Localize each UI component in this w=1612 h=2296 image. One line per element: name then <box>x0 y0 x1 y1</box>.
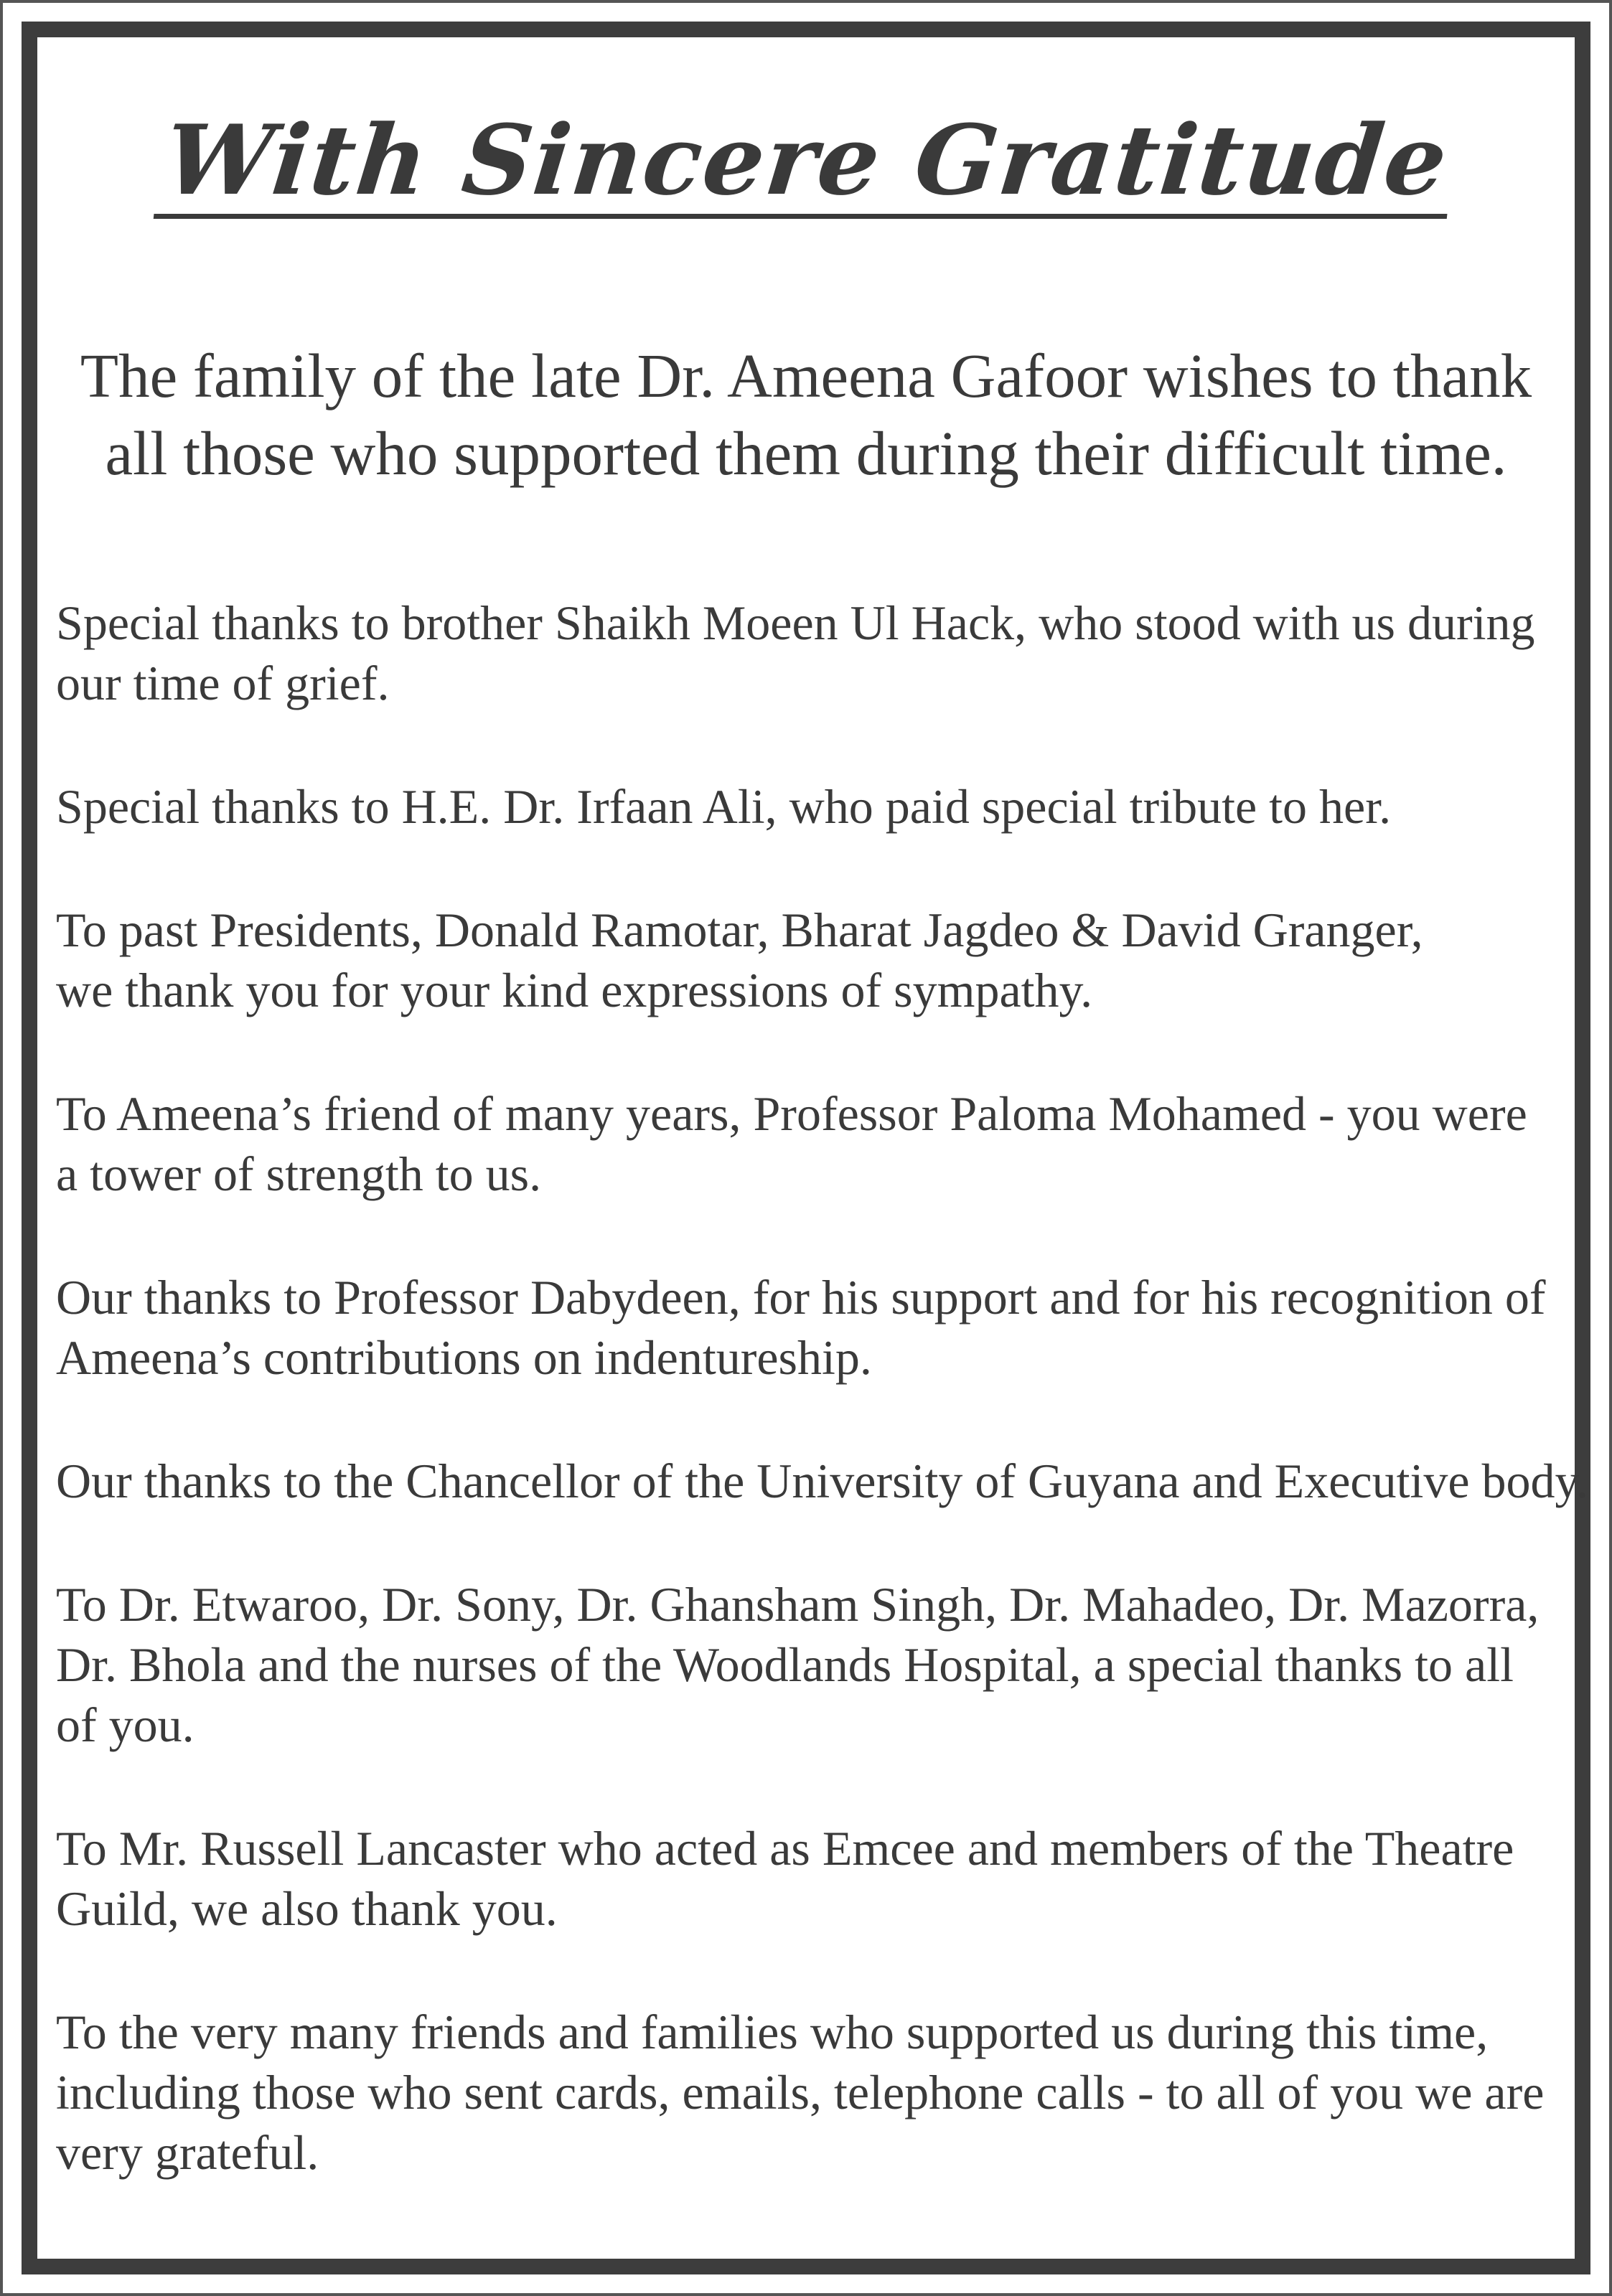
notice-title-text: With Sincere Gratitude <box>154 106 1459 219</box>
thanks-paragraph-moeen <box>56 593 1578 713</box>
paragraph-line: of you. <box>56 1698 195 1752</box>
paragraph-line: Special thanks to H.E. Dr. Irfaan Ali, who paid special tribute to her. <box>56 779 1392 834</box>
thanks-paragraph-irfaan-ali <box>56 776 1578 837</box>
paragraph-line: including those who sent cards, emails, telephone calls - to all of you we are <box>56 2065 1545 2119</box>
notice-title <box>0 99 1612 221</box>
intro-line: all those who supported them during their difficult time. <box>105 418 1507 488</box>
paragraph-line: Guild, we also thank you. <box>56 1881 558 1936</box>
paragraph-line: To the very many friends and families who supported us during this time, <box>56 2005 1489 2059</box>
paragraph-line: our time of grief. <box>56 656 390 710</box>
paragraph-line: To Ameena’s friend of many years, Professor Paloma Mohamed - you were <box>56 1086 1527 1141</box>
paragraph-line: Dr. Bhola and the nurses of the Woodlands Hospital, a special thanks to all <box>56 1637 1514 1692</box>
thanks-paragraph-theatre-guild <box>56 1818 1578 1939</box>
paragraph-line: Ameena’s contributions on indentureship. <box>56 1330 872 1385</box>
intro-line: The family of the late Dr. Ameena Gafoor wishes to thank <box>80 341 1532 410</box>
paragraph-line: To past Presidents, Donald Ramotar, Bharat Jagdeo & David Granger, <box>56 903 1423 957</box>
paragraph-line: very grateful. <box>56 2125 319 2180</box>
thanks-list <box>56 593 1589 2246</box>
thanks-paragraph-past-presidents <box>56 900 1578 1020</box>
paragraph-line: To Mr. Russell Lancaster who acted as Emcee and members of the Theatre <box>56 1821 1514 1876</box>
thanks-paragraph-dabydeen <box>56 1267 1578 1388</box>
paragraph-line: Special thanks to brother Shaikh Moeen Ul Hack, who stood with us during <box>56 596 1535 650</box>
paragraph-line: we thank you for your kind expressions of sympathy. <box>56 963 1093 1017</box>
thanks-paragraph-friends-families <box>56 2002 1578 2183</box>
thanks-paragraph-doctors <box>56 1574 1578 1755</box>
paragraph-line: a tower of strength to us. <box>56 1147 542 1201</box>
paragraph-line: To Dr. Etwaroo, Dr. Sony, Dr. Ghansham Singh, Dr. Mahadeo, Dr. Mazorra, <box>56 1577 1540 1632</box>
paragraph-line: Our thanks to the Chancellor of the University of Guyana and Executive body. <box>56 1454 1589 1508</box>
intro-statement <box>43 337 1569 492</box>
paragraph-line: Our thanks to Professor Dabydeen, for his support and for his recognition of <box>56 1270 1546 1325</box>
thanks-paragraph-paloma-mohamed <box>56 1083 1578 1204</box>
thanks-paragraph-university <box>56 1451 1589 1511</box>
